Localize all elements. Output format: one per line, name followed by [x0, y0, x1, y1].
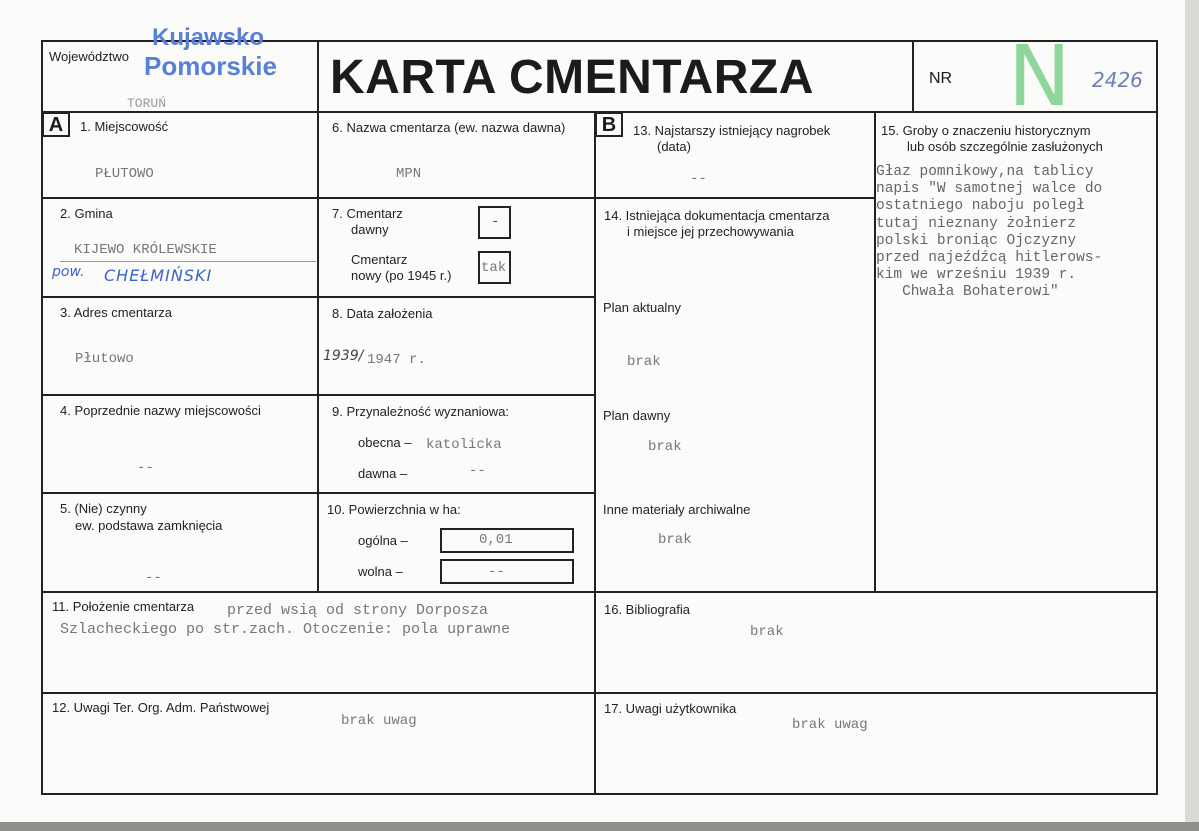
field-7-nowy-label-line2: nowy (po 1945 r.)	[351, 268, 452, 283]
wojewodztwo-label: Województwo	[49, 49, 129, 64]
field-16-value: brak	[750, 624, 784, 640]
nr-label: NR	[929, 70, 953, 87]
field-5-label-line1: 5. (Nie) czynny	[60, 501, 147, 516]
wojewodztwo-old-value: TORUŃ	[127, 96, 167, 111]
field-13-value: --	[690, 171, 707, 187]
field-1-label: 1. Miejscowość	[80, 119, 169, 134]
field-2-underline	[60, 261, 316, 262]
field-15-line: Chwała Bohaterowi"	[876, 284, 1059, 301]
field-11-value-line2: Szlacheckiego po str.zach. Otoczenie: pola uprawne	[60, 621, 511, 638]
field-16-label: 16. Bibliografia	[604, 602, 690, 617]
field-3-label: 3. Adres cmentarza	[60, 305, 172, 320]
field-14-label-line1: 14. Istniejąca dokumentacja cmentarza	[604, 208, 830, 223]
field-17-label: 17. Uwagi użytkownika	[604, 701, 737, 716]
nr-handwritten-number: 2426	[1092, 68, 1143, 92]
nr-divider	[912, 40, 914, 113]
field-11-label: 11. Położenie cmentarza	[52, 599, 195, 614]
field-7-label-line2: dawny	[351, 222, 389, 237]
field-7-label-line1: 7. Cmentarz	[332, 206, 403, 221]
col-divider-2	[594, 111, 596, 795]
field-15-line: kim we wrześniu 1939 r.	[876, 267, 1077, 284]
field-17-value: brak uwag	[792, 717, 868, 733]
b-section-divider	[594, 197, 876, 199]
card-title: KARTA CMENTARZA	[330, 51, 814, 104]
field-15-line: ostatniego naboju poległ	[876, 198, 1085, 215]
field-10-ogolna-box	[440, 528, 574, 553]
field-9-obecna-label: obecna –	[358, 435, 412, 450]
field-1-value: PŁUTOWO	[95, 166, 154, 182]
field-15-line: tutaj nieznany żołnierz	[876, 215, 1077, 232]
field-6-label: 6. Nazwa cmentarza (ew. nazwa dawna)	[332, 120, 566, 135]
wojewodztwo-stamp-line1: Kujawsko	[152, 24, 265, 51]
field-7-dawny-value: -	[491, 214, 500, 230]
field-15-line: przed najeźdźcą hitlerows-	[876, 250, 1103, 267]
field-7-dawny-box	[478, 206, 511, 239]
field-15-line: Głaz pomnikowy,na tablicy	[876, 164, 1094, 180]
field-12-value: brak uwag	[341, 713, 417, 729]
field-15-label-line1: 15. Groby o znaczeniu historycznym	[881, 123, 1091, 138]
field-10-wolna-box	[440, 559, 574, 584]
field-4-label: 4. Poprzednie nazwy miejscowości	[60, 403, 261, 418]
field-2-value: KIJEWO KRÓLEWSKIE	[74, 242, 217, 258]
field-12-label: 12. Uwagi Ter. Org. Adm. Państwowej	[52, 700, 270, 715]
field-10-wolna-label: wolna –	[358, 564, 403, 579]
field-8-handwritten-year: 1939/	[323, 348, 364, 364]
field-15-line: polski broniąc Ojczyzny	[876, 232, 1077, 249]
field-7-nowy-box	[478, 251, 511, 284]
field-9-dawna-label: dawna –	[358, 466, 408, 481]
field-8-label: 8. Data założenia	[332, 306, 433, 321]
col-divider-1	[317, 40, 319, 593]
field-7-nowy-label-line1: Cmentarz	[351, 252, 408, 267]
field-14-plan-aktualny-value: brak	[627, 354, 661, 370]
field-14-plan-aktualny-label: Plan aktualny	[603, 300, 682, 315]
field-10-ogolna-label: ogólna –	[358, 533, 408, 548]
field-13-label-line1: 13. Najstarszy istniejący nagrobek	[633, 123, 831, 138]
field-14-inne-label: Inne materiały archiwalne	[603, 502, 751, 517]
field-15-line: napis "W samotnej walce do	[876, 181, 1103, 198]
field-15-text	[876, 164, 1156, 302]
field-2-handwritten-pow: pow.	[52, 264, 85, 280]
field-5-value: --	[145, 570, 162, 586]
field-6-value: MPN	[396, 166, 422, 182]
field-7-nowy-value: tak	[481, 260, 507, 276]
row-divider-6	[41, 692, 1158, 694]
field-9-obecna-value: katolicka	[426, 437, 502, 453]
field-3-value: Płutowo	[75, 351, 134, 367]
field-9-dawna-value: --	[469, 463, 486, 479]
field-8-value: 1947 r.	[367, 352, 426, 368]
field-14-plan-dawny-value: brak	[648, 439, 682, 455]
section-b-marker: B	[595, 112, 623, 137]
field-14-inne-value: brak	[658, 532, 692, 548]
field-10-wolna-value: --	[488, 564, 505, 580]
field-9-label: 9. Przynależność wyznaniowa:	[332, 404, 510, 419]
field-4-value: --	[137, 460, 154, 476]
field-2-handwritten-value: CHEŁMIŃSKI	[104, 266, 213, 285]
field-11-value-line1: przed wsią od strony Dorposza	[227, 602, 489, 619]
row-divider-5	[41, 591, 1158, 593]
scan-edge-right	[1185, 0, 1199, 831]
field-5-label-line2: ew. podstawa zamknięcia	[75, 518, 223, 533]
section-a-marker: A	[42, 112, 70, 137]
field-14-plan-dawny-label: Plan dawny	[603, 408, 671, 423]
wojewodztwo-stamp-line2: Pomorskie	[144, 51, 277, 81]
field-10-label: 10. Powierzchnia w ha:	[327, 502, 461, 517]
nr-handwritten-letter: N	[1008, 27, 1071, 125]
scan-edge-bottom	[0, 822, 1199, 831]
field-14-label-line2: i miejsce jej przechowywania	[627, 224, 794, 239]
field-15-label-line2: lub osób szczególnie zasłużonych	[907, 139, 1103, 154]
field-2-label: 2. Gmina	[60, 206, 113, 221]
field-10-ogolna-value: 0,01	[479, 532, 513, 548]
field-13-label-line2: (data)	[657, 139, 691, 154]
